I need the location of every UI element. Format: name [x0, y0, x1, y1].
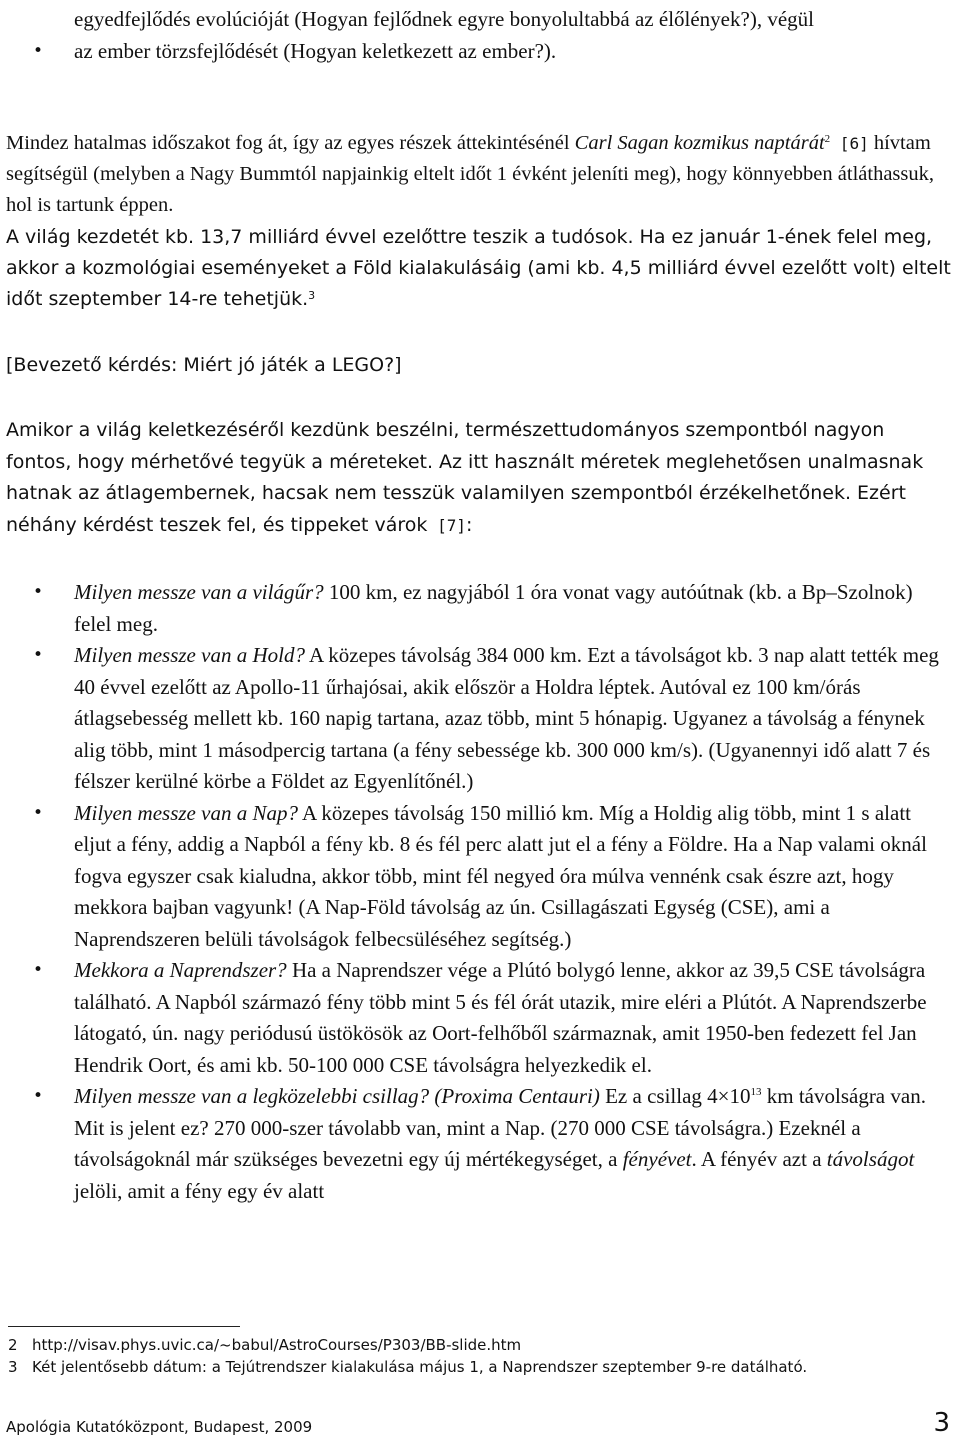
paragraph-measurements: Amikor a világ keletkezéséről kezdünk beszélni, természettudományos szempontból nagyon fontos, hogy mérhetővé tegyük a méreteket. Az itt használt méretek meglehetősen unalmasnak hatnak az átlagembernek, hacsak nem tesszük valamilyen szempontból érzékelhetőnek. Ezért néhány kérdést teszek fel, és tippeket várok [7]: — [6, 419, 924, 536]
list-item: egyedfejlődés evolúcióját (Hogyan fejlődnek egyre bonyolultabbá az élőlények?), végül — [74, 7, 814, 31]
intro-question: [Bevezető kérdés: Miért jó játék a LEGO?] — [6, 354, 402, 376]
paragraph-cosmic-calendar: Mindez hatalmas időszakot fog át, így az egyes részek áttekintésénél Carl Sagan kozmikus naptárát$^2$ [6] hívtam segítségül (melyben a Nagy Bummtól napjainkig eltelt időt 1 évként jeleníti meg), hogy könnyebben átláthassuk, hol is tartunk éppen. — [6, 132, 934, 216]
page-number: 3 — [933, 1408, 950, 1438]
list-item: • Milyen messze van a világűr? 100 km, ez nagyjából 1 óra vonat vagy autóútnak (kb. a Bp–Szolnok) felel meg. — [0, 577, 950, 640]
footnote: 2 http://visav.phys.uvic.ca/~babul/AstroCourses/P303/BB-slide.htm — [8, 1336, 522, 1354]
citation-ref: [6] — [830, 134, 869, 153]
list-item: • Milyen messze van a Nap? A közepes távolság 150 millió km. Míg a Holdig alig több, mint 1 s alatt eljut a fény, addig a Napból a fény kb. 8 és fél perc alatt jut el a fény a Földre. Ha a Nap valami oknál fogva egyszer csak kialudna, akkor több, mint fél negyed óra múlva vennénk csak észre azt, hogy mekkora bajban vagyunk! (A Nap-Föld távolság az ún. Csillagászati Egység (CSE), ami a Naprendszeren belüli távolságok felbecsüléséhez segítség.) — [0, 798, 950, 956]
footer-publisher: Apológia Kutatóközpont, Budapest, 2009 — [6, 1418, 313, 1436]
footnotes — [8, 1334, 948, 1378]
intro-list — [0, 4, 950, 67]
paragraph-world-start: A világ kezdetét kb. 13,7 milliárd évvel ezelőttre teszik a tudósok. Ha ez január 1-ének felel meg, akkor a kozmológiai eseményeket a Föld kialakulásáig (ami kb. 4,5 milliárd évvel ezelőtt volt) eltelt időt szeptember 14-re tehetjük.$^3$ — [6, 226, 951, 310]
list-item: • Milyen messze van a Hold? A közepes távolság 384 000 km. Ezt a távolságot kb. 3 nap alatt tették meg 40 évvel ezelőtt az Apollo-11 űrhajósai, akik először a Holdra léptek. Autóval ez 100 km/órás átlagsebesség mellett kb. 160 napig tartana, azaz több, mint 5 hónapig. Ugyanez a távolság a fénynek alig több, mint 1 másodpercig tartana (a fény sebessége kb. 300 000 km/s). (Ugyanennyi idő alatt 7 és félszer kerülné körbe a Földet az Egyenlítőnél.) — [0, 640, 950, 798]
question-list — [0, 577, 950, 1207]
footnote-ref: 2 — [824, 133, 831, 145]
list-item: • Milyen messze van a legközelebbi csillag? (Proxima Centauri) Ez a csillag $4\times 10^{13}$ km távolságra van. Mit is jelent ez? 270 000-szer távolabb van, mint a Nap. (270 000 CSE távolságra.) Ezeknél a távolságoknál már szükséges bevezetni egy új mértékegységet, a fényévet. A fényév azt a távolságot jelöli, amit a fény egy év alatt — [0, 1081, 950, 1207]
list-item: • az ember törzsfejlődését (Hogyan keletkezett az ember?). — [0, 36, 950, 68]
footnote-divider — [8, 1326, 240, 1327]
citation-ref: [7] — [427, 515, 466, 535]
footnote-link[interactable]: http://visav.phys.uvic.ca/~babul/AstroCourses/P303/BB-slide.htm — [32, 1336, 522, 1354]
list-item: • Mekkora a Naprendszer? Ha a Naprendszer vége a Plútó bolygó lenne, akkor az 39,5 CSE távolságra található. A Napból származó fény több mint 5 és fél órát utazik, mire eléri a Plútót. A Naprendszerbe látogató, ún. nagy periódusú üstökösök az Oort-felhőből származnak, amit 1950-ben fedezett fel Jan Hendrik Oort, és ami kb. 50-100 000 CSE távolságra helyezkedik el. — [0, 955, 950, 1081]
footnote-ref: 3 — [308, 289, 316, 302]
footnote: 3 Két jelentősebb dátum: a Tejútrendszer kialakulása május 1, a Naprendszer szeptember 9-re datálható. — [8, 1358, 808, 1376]
